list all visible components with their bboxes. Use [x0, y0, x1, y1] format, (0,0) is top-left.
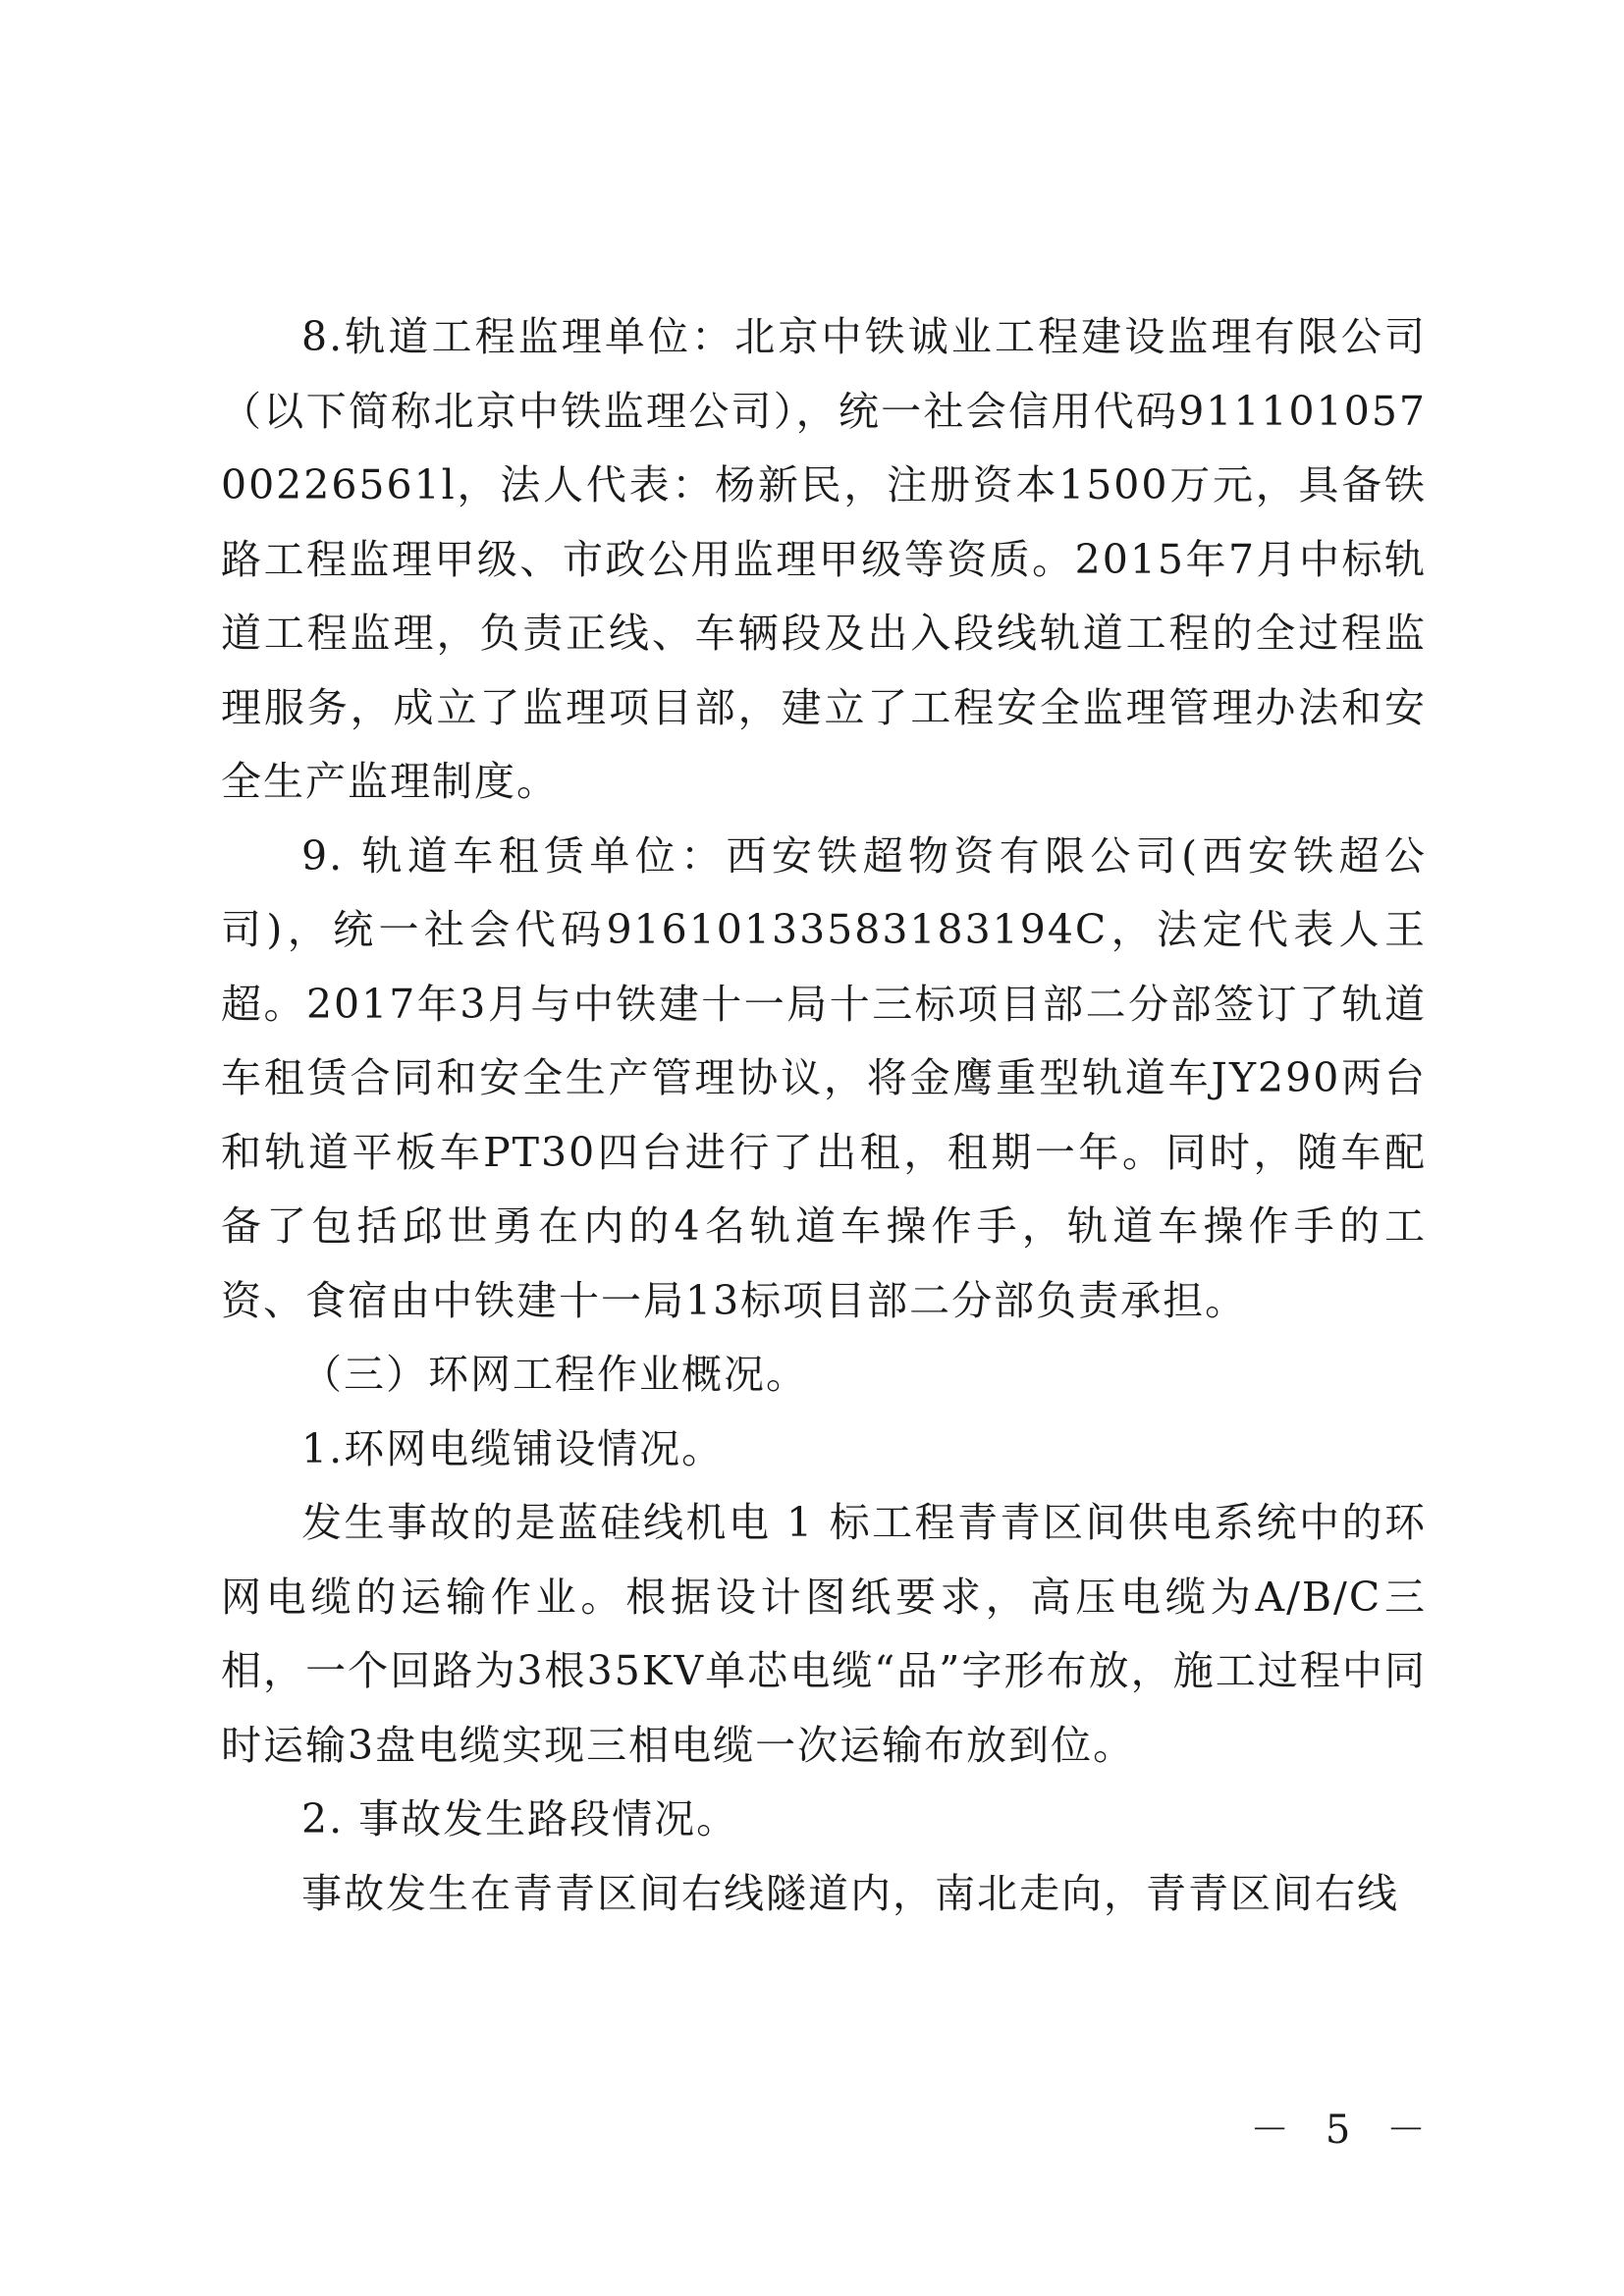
paragraph-cable-laying-details: 发生事故的是蓝硅线机电 1 标工程青青区间供电系统中的环网电缆的运输作业。根据设计图纸要求，高压电缆为A/B/C三相，一个回路为3根35KV单芯电缆“品”字形布放，施工过程中同时运输3盘电缆实现三相电缆一次运输布放到位。	[221, 1499, 1427, 1769]
paragraph-rail-supervision-unit: 8.轨道工程监理单位：北京中铁诚业工程建设监理有限公司（以下简称北京中铁监理公司），统一社会信用代码91110105700226561l，法人代表：杨新民，注册资本1500万元，具备铁路工程监理甲级、市政公用监理甲级等资质。2015年7月中标轨道工程监理，负责正线、车辆段及出入段线轨道工程的全过程监理服务，成立了监理项目部，建立了工程安全监理管理办法和安全生产监理制度。	[221, 313, 1427, 805]
paragraph-accident-location: 事故发生在青青区间右线隧道内，南北走向，青青区间右线	[301, 1869, 1399, 1917]
page-number: － 5 －	[1250, 2108, 1437, 2153]
subheading-accident-section: 2. 事故发生路段情况。	[301, 1795, 739, 1842]
paragraph-rail-car-leasing-unit: 9. 轨道车租赁单位：西安铁超物资有限公司(西安铁超公司)，统一社会代码91610133583183194C，法定代表人王超。2017年3月与中铁建十一局十三标项目部二分部签订了轨道车租赁合同和安全生产管理协议，将金鹰重型轨道车JY290两台和轨道平板车PT30四台进行了出租，租期一年。同时，随车配备了包括邱世勇在内的4名轨道车操作手，轨道车操作手的工资、食宿由中铁建十一局13标项目部二分部负责承担。	[221, 831, 1427, 1324]
document-body	[221, 300, 1427, 1931]
subheading-cable-laying: 1.环网电缆铺设情况。	[301, 1424, 725, 1472]
section-heading-ring-network: （三）环网工程作业概况。	[301, 1351, 808, 1398]
